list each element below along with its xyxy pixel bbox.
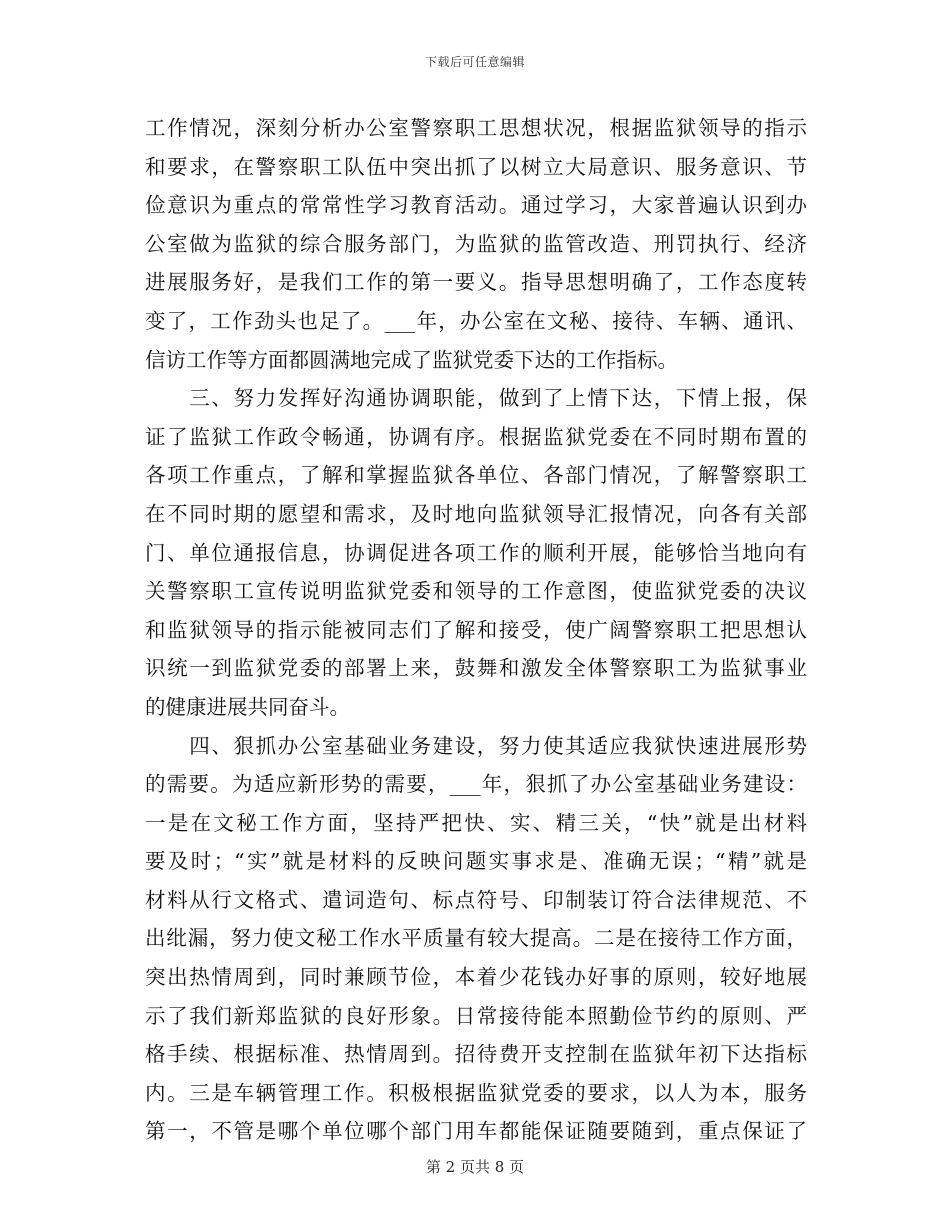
- text-line: 材料从行文格式、遣词造句、标点符号、印制装订符合法律规范、不: [145, 887, 807, 912]
- text-line: 俭意识为重点的常常性学习教育活动。通过学习，大家普遍认识到办: [145, 193, 807, 218]
- text-line: 的需要。为适应新形势的需要，___年，狠抓了办公室基础业务建设：: [145, 772, 807, 797]
- text-line: 证了监狱工作政令畅通，协调有序。根据监狱党委在不同时期布置的: [145, 424, 807, 449]
- text-line: 门、单位通报信息，协调促进各项工作的顺利开展，能够恰当地向有: [145, 540, 807, 565]
- text-line: 要及时；“实”就是材料的反映问题实事求是、准确无误；“精”就是: [145, 849, 807, 874]
- text-line: 信访工作等方面都圆满地完成了监狱党委下达的工作指标。: [145, 347, 678, 372]
- text-line: 和监狱领导的指示能被同志们了解和接受，使广阔警察职工把思想认: [145, 617, 807, 642]
- text-line: 工作情况，深刻分析办公室警察职工思想状况，根据监狱领导的指示: [145, 116, 807, 140]
- text-line: 的健康进展共同奋斗。: [145, 694, 350, 719]
- text-line: 内。三是车辆管理工作。积极根据监狱党委的要求，以人为本，服务: [145, 1080, 807, 1105]
- text-line: 变了，工作劲头也足了。___年，办公室在文秘、接待、车辆、通讯、: [145, 308, 807, 333]
- text-line: 在不同时期的愿望和需求，及时地向监狱领导汇报情况，向各有关部: [145, 501, 807, 526]
- text-line: 关警察职工宣传说明监狱党委和领导的工作意图，使监狱党委的决议: [145, 579, 807, 604]
- text-line: 公室做为监狱的综合服务部门，为监狱的监管改造、刑罚执行、经济: [145, 231, 807, 256]
- text-line: 示了我们新郑监狱的良好形象。日常接待能本照勤俭节约的原则、严: [145, 1003, 807, 1028]
- page-header-note: 下载后可任意编辑: [424, 55, 525, 69]
- text-line: 第一，不管是哪个单位哪个部门用车都能保证随要随到，重点保证了: [145, 1119, 807, 1144]
- text-line: 三、努力发挥好沟通协调职能，做到了上情下达，下情上报，保: [145, 386, 807, 411]
- body-text: [145, 109, 807, 1151]
- text-line: 一是在文秘工作方面，坚持严把快、实、精三关，“快”就是出材料: [145, 810, 807, 835]
- text-line: 识统一到监狱党委的部署上来，鼓舞和激发全体警察职工为监狱事业: [145, 656, 807, 681]
- text-line: 突出热情周到，同时兼顾节俭，本着少花钱办好事的原则，较好地展: [145, 965, 807, 990]
- text-line: 进展服务好，是我们工作的第一要义。指导思想明确了，工作态度转: [145, 270, 807, 295]
- text-line: 格手续、根据标准、热情周到。招待费开支控制在监狱年初下达指标: [145, 1042, 807, 1067]
- page-number: 第 2 页共 8 页: [425, 1158, 525, 1176]
- text-line: 和要求，在警察职工队伍中突出抓了以树立大局意识、服务意识、节: [145, 154, 807, 179]
- text-line: 四、狠抓办公室基础业务建设，努力使其适应我狱快速进展形势: [145, 733, 807, 758]
- text-line: 各项工作重点，了解和掌握监狱各单位、各部门情况，了解警察职工: [145, 463, 807, 488]
- text-line: 出纰漏，努力使文秘工作水平质量有较大提高。二是在接待工作方面，: [145, 926, 807, 951]
